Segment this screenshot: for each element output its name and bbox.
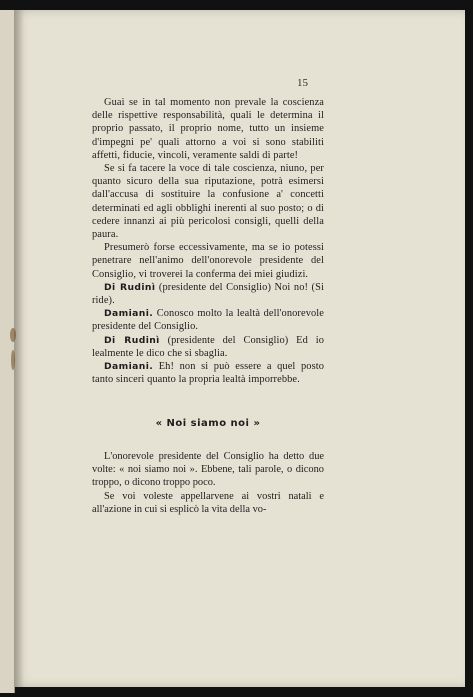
page-number: 15 xyxy=(297,77,308,89)
dialogue-text: (presidente del Consiglio) Noi no! (Si ride). xyxy=(92,281,324,307)
dialogue-line xyxy=(92,334,324,360)
paragraph: Guai se in tal momento non prevale la coscienza delle rispettive responsabilità, quali le determina il proprio passato, il proprio nome, tutto un insieme d'impegni pe' quali attorno a voi si sono stabiliti affetti, fiducie, vincoli, veramente saldi di parte! xyxy=(92,97,324,161)
speaker-name: Damiani. xyxy=(104,308,154,320)
paragraph: Se voi voleste appellarvene ai vostri natali e all'azione in cui si esplicò la vita della vo- xyxy=(92,490,324,515)
dialogue-line xyxy=(92,281,324,307)
section-heading: « Noi siamo noi » xyxy=(155,418,261,429)
speaker-name: Di Rudinì xyxy=(104,281,156,293)
paragraph: L'onorevole presidente del Consiglio ha detto due volte: « noi siamo noi ». Ebbene, tali parole, o dicono troppo, o dicono troppo poco. xyxy=(92,451,324,489)
dialogue-line xyxy=(92,360,324,386)
section-body-text xyxy=(92,450,324,516)
paragraph: Presumerò forse eccessivamente, ma se io potessi penetrare nell'animo dell'onorevole presidente del Consiglio, vi troverei la conferma dei miei giudizi. xyxy=(92,242,324,280)
dialogue-text: Eh! non si può essere a quel posto tanto sinceri quanto la propria lealtà imporrebbe. xyxy=(92,361,325,386)
ink-stain xyxy=(10,328,16,342)
dialogue-text: Conosco molto la lealtà dell'onorevole presidente del Consiglio. xyxy=(92,308,324,333)
speaker-name: Di Rudinì xyxy=(104,334,160,346)
body-text xyxy=(92,96,324,386)
paragraph: Se si fa tacere la voce di tale coscienza, niuno, per quanto sicuro della sua riputazione, potrà esimersi dall'accusa di sostituire la confusione a' concetti determinati ed agli obblighi inerenti al suo posto; o di cedere innanzi ai più pericolosi consigli, quelli della paura. xyxy=(92,163,324,241)
dialogue-text: (presidente del Consiglio) Ed io lealmente le dico che si sbaglia. xyxy=(92,334,324,359)
speaker-name: Damiani. xyxy=(104,361,154,373)
ink-stain xyxy=(11,350,15,370)
gutter-shadow xyxy=(14,10,24,687)
dialogue-line xyxy=(92,307,324,333)
